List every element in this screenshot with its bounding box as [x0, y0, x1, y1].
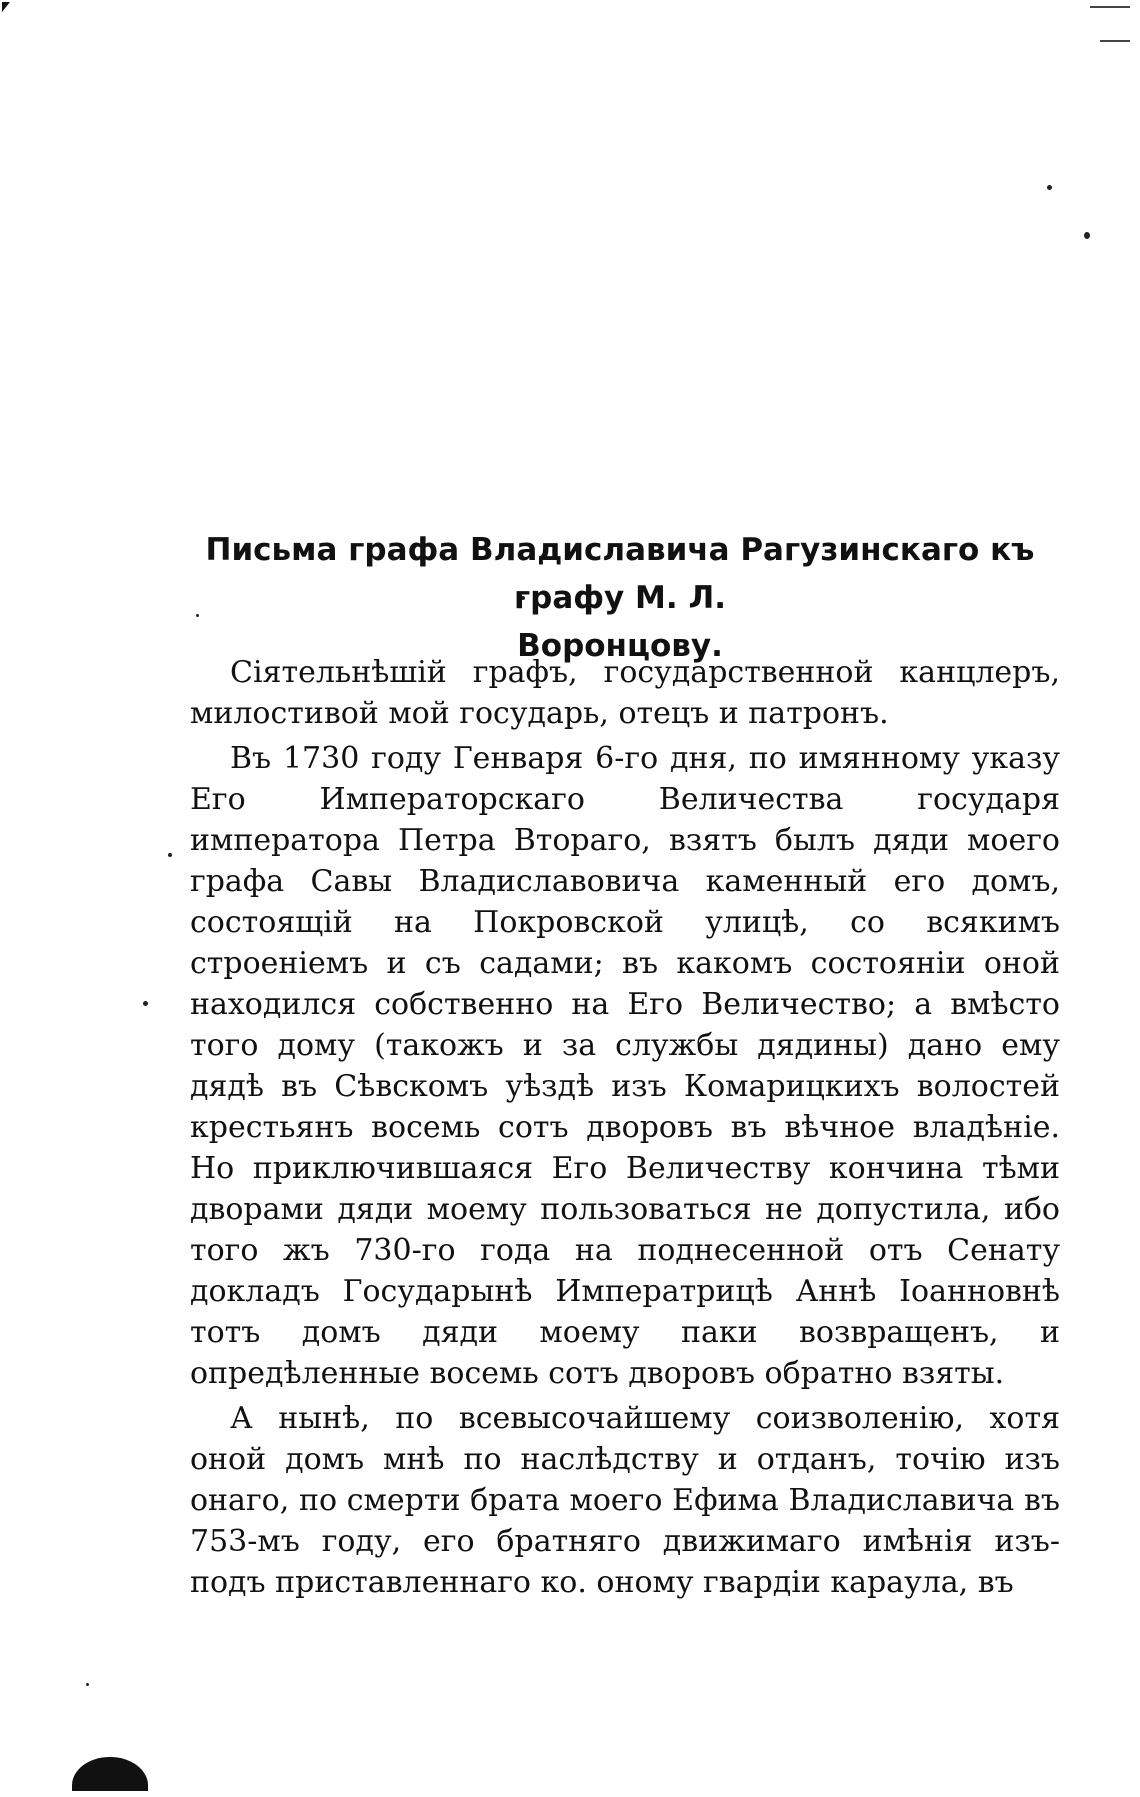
corner-mark: [2, 2, 10, 12]
letter-body: [190, 652, 1060, 1603]
paragraph-continuation: А нынѣ, по всевысочайшему соизволенію, хотя оной домъ мнѣ по наслѣдству и отданъ, точію изъ онаго, по смерти брата моего Ефима Владиславича въ 753-мъ году, его братняго движимаго имѣнія изъ-подъ приставленнаго ко. оному гвардіи караула, въ: [190, 1401, 1060, 1600]
speck: [1084, 232, 1090, 239]
ink-blot: [72, 1757, 148, 1791]
speck: [86, 1683, 89, 1686]
document-heading: [180, 526, 1060, 670]
speck: [1047, 185, 1052, 190]
heading-line-1: Письма графа Владиславича Рагузинскаго къ графу М. Л.: [205, 532, 1035, 616]
paragraph-salutation: Сіятельнѣшій графъ, государственной канцлеръ, милостивой мой государь, отецъ и патронъ.: [190, 655, 1060, 731]
paragraph-main: Въ 1730 году Генваря 6-го дня, по имянному указу Его Императорскаго Величества государя императора Петра Втораго, взятъ былъ дяди моего графа Савы Владиславовича каменный его домъ, состоящій на Покровской улицѣ, со всякимъ строеніемъ и съ садами; въ какомъ состояніи оной находился собственно на Его Величество; а вмѣсто того дому (такожъ и за службы дядины) дано ему дядѣ въ Сѣвскомъ уѣздѣ изъ Комарицкихъ волостей крестьянъ восемь сотъ дворовъ въ вѣчное владѣніе. Но приключившаяся Его Величеству кончина тѣми дворами дяди моему пользоваться не допустила, ибо того жъ 730-го года на поднесенной отъ Сенату докладъ Государынѣ Императрицѣ Аннѣ Іоанновнѣ тотъ домъ дяди моему паки возвращенъ, и опредѣленные восемь сотъ дворовъ обратно взяты.: [190, 741, 1060, 1391]
edge-rule-top: [1090, 6, 1130, 8]
edge-rule-bottom: [1100, 40, 1130, 42]
speck: [143, 1001, 148, 1006]
speck: [168, 853, 172, 857]
heading-line-2: Воронцову.: [517, 628, 723, 664]
